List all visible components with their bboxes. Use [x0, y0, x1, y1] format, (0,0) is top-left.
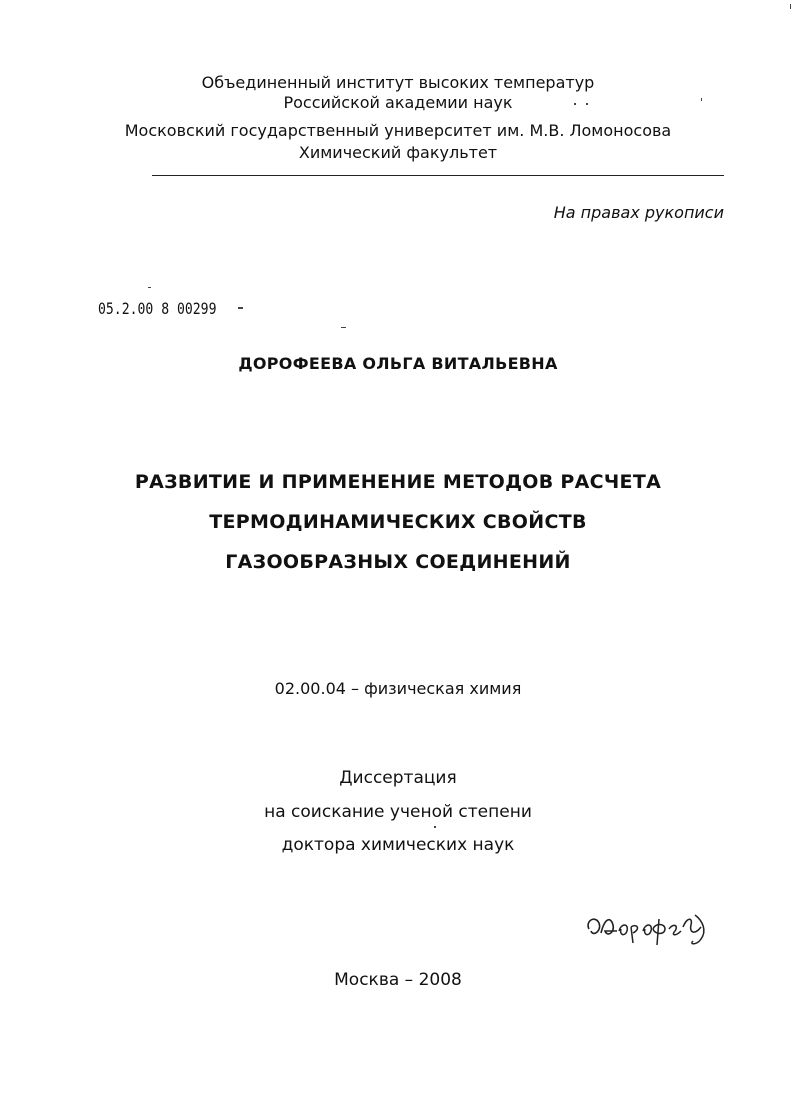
author-signature: [583, 907, 713, 951]
degree-line: на соискание ученой степени: [264, 802, 532, 822]
university-line-2: Химический факультет: [298, 143, 498, 162]
degree-field: доктора химических наук: [281, 835, 515, 855]
scan-dot: [586, 103, 588, 105]
registration-code: 05.2.00 8 00299: [98, 299, 217, 318]
scan-dot: [574, 103, 576, 105]
dissertation-title-line-1: РАЗВИТИЕ И ПРИМЕНЕНИЕ МЕТОДОВ РАСЧЕТА: [134, 471, 662, 493]
header-divider: [152, 175, 724, 176]
institute-line-1: Объединенный институт высоких температур: [201, 73, 595, 92]
specialty: 02.00.04 – физическая химия: [274, 679, 522, 698]
dissertation-title-line-3: ГАЗООБРАЗНЫХ СОЕДИНЕНИЙ: [225, 551, 571, 573]
dash-mark: [341, 327, 346, 328]
dissertation-label: Диссертация: [339, 768, 457, 788]
university-line-1: Московский государственный университет им. М.В. Ломоносова: [124, 121, 672, 140]
author-name: ДОРОФЕЕВА ОЛЬГА ВИТАЛЬЕВНА: [238, 354, 558, 373]
dash-mark: [148, 287, 151, 288]
manuscript-note: На правах рукописи: [553, 203, 724, 222]
dash-mark: [238, 307, 243, 309]
scan-dot: [434, 826, 436, 828]
scan-dot: [790, 4, 791, 9]
city-year: Москва – 2008: [334, 970, 462, 990]
scan-dot: [701, 98, 702, 101]
institute-line-2: Российской академии наук: [283, 93, 513, 112]
dissertation-title-line-2: ТЕРМОДИНАМИЧЕСКИХ СВОЙСТВ: [209, 511, 587, 533]
